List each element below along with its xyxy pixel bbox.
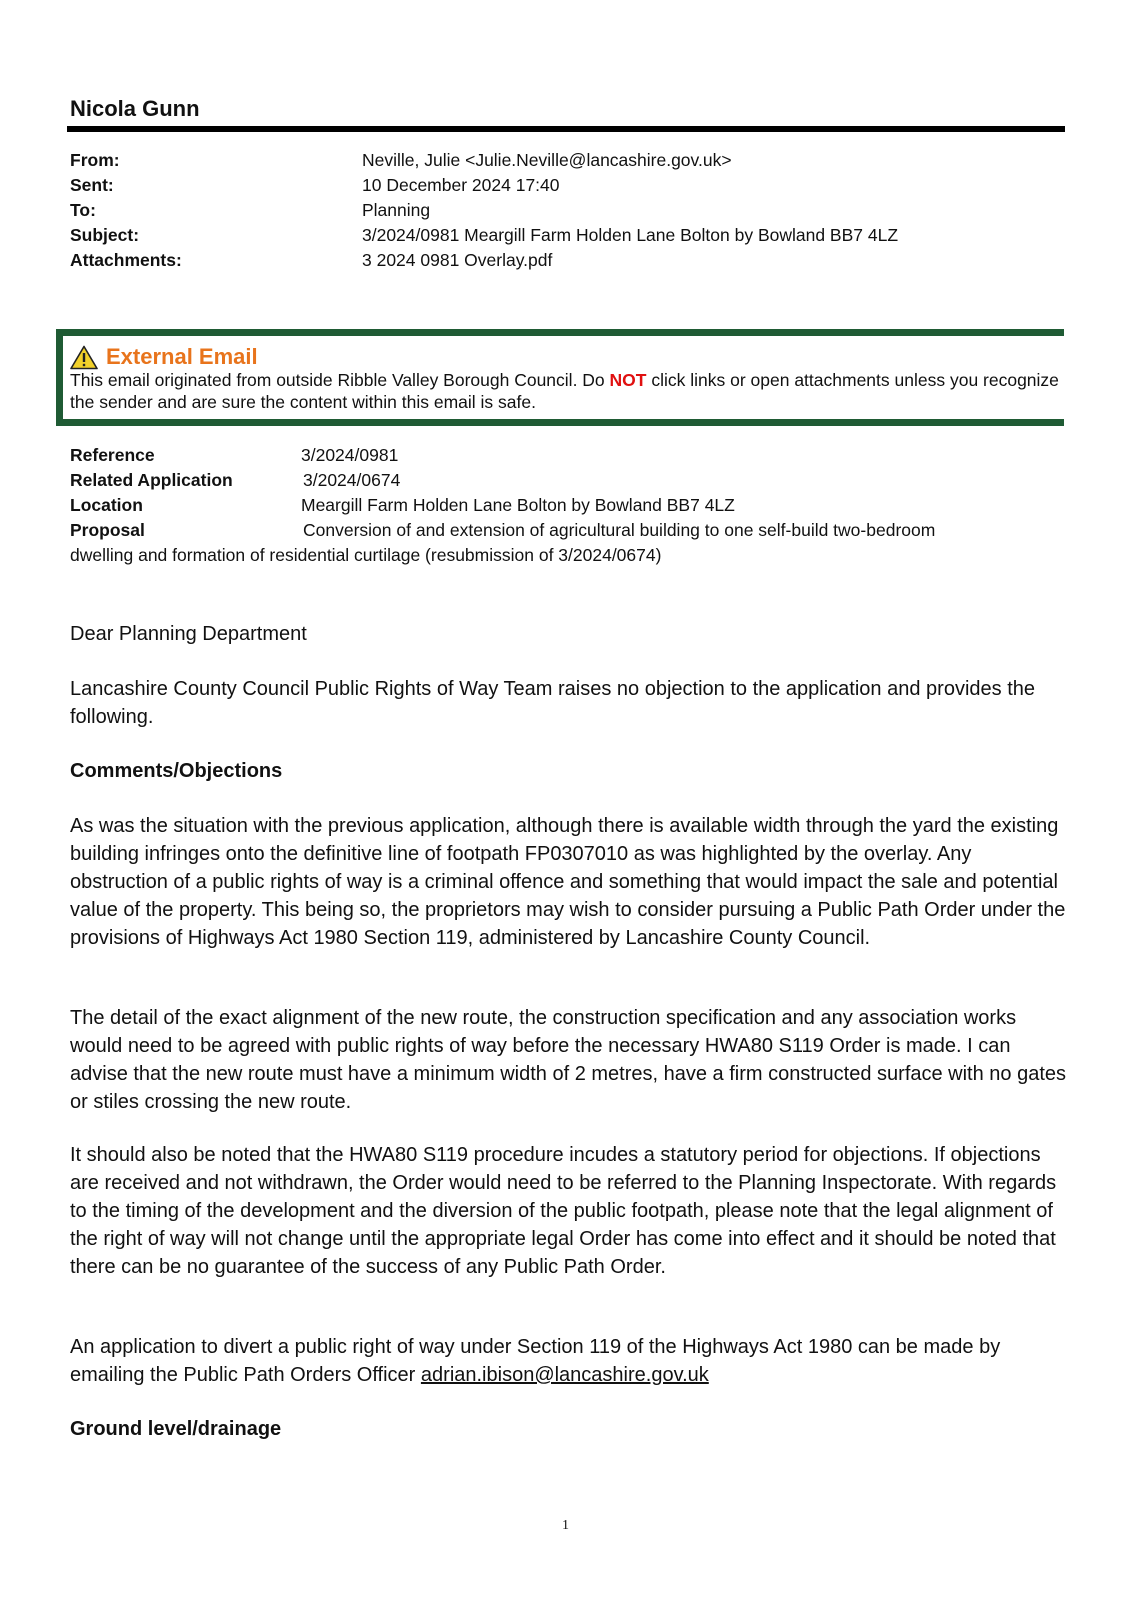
page-number: 1 xyxy=(562,1518,569,1533)
banner-text xyxy=(70,369,1060,413)
location-label: Location xyxy=(70,495,143,515)
reference-value: 3/2024/0981 xyxy=(301,445,399,465)
subject-value: 3/2024/0981 Meargill Farm Holden Lane Bolton by Bowland BB7 4LZ xyxy=(362,225,899,245)
paragraph-application xyxy=(70,1333,1070,1389)
related-application-label: Related Application xyxy=(70,470,233,490)
email-link[interactable]: adrian.ibison@lancashire.gov.uk xyxy=(420,1364,709,1386)
from-value: Neville, Julie <Julie.Neville@lancashire.gov.uk> xyxy=(362,150,732,170)
paragraph-procedure: It should also be noted that the HWA80 S119 procedure incudes a statutory period for objections. If objections are received and not withdrawn, the Order would need to be referred to the Planning Inspectorate. With regards to the timing of the development and the diversion of the public footpath, please note that the legal alignment of the right of way will not change until the appropriate legal Order has come into effect and it should be noted that there can be no guarantee of the success of any Public Path Order. xyxy=(70,1144,1057,1278)
proposal-value-continued: dwelling and formation of residential curtilage (resubmission of 3/2024/0674) xyxy=(70,545,662,565)
paragraph-route: The detail of the exact alignment of the new route, the construction specification and any association works would need to be agreed with public rights of way before the necessary HWA80 S119 Order is made. I can advise that the new route must have a minimum width of 2 metres, have a firm constructed surface with no gates or stiles crossing the new route. xyxy=(70,1007,1067,1113)
paragraph-footpath: As was the situation with the previous application, although there is available width through the yard the existing building infringes onto the definitive line of footpath FP0307010 as was highlighted by the overlay. Any obstruction of a public rights of way is a criminal offence and something that would impact the sale and potential value of the property. This being so, the proprietors may wish to consider pursuing a Public Path Order under the provisions of Highways Act 1980 Section 119, administered by Lancashire County Council. xyxy=(70,815,1066,949)
banner-text-end: click links or open attachments unless you recognize the sender and are sure the content within this email is safe. xyxy=(70,370,1059,412)
section-heading-ground: Ground level/drainage xyxy=(70,1418,282,1440)
banner-emphasis: NOT xyxy=(609,370,647,390)
application-text: An application to divert a public right of way under Section 119 of the Highways Act 1980 can be made by emailing the Public Path Orders Officer xyxy=(70,1336,1001,1386)
location-value: Meargill Farm Holden Lane Bolton by Bowland BB7 4LZ xyxy=(301,495,735,515)
title-divider xyxy=(67,126,1065,132)
section-heading-comments: Comments/Objections xyxy=(70,760,283,782)
greeting: Dear Planning Department xyxy=(70,623,307,645)
proposal-value: Conversion of and extension of agricultural building to one self-build two-bedroom xyxy=(303,520,936,540)
banner-title: External Email xyxy=(106,344,258,369)
banner-text-start: This email originated from outside Ribble Valley Borough Council. Do xyxy=(70,370,610,390)
intro-paragraph: Lancashire County Council Public Rights of Way Team raises no objection to the application and provides the following. xyxy=(70,678,1035,728)
related-application-value: 3/2024/0674 xyxy=(303,470,401,490)
warning-icon xyxy=(70,345,98,370)
subject-label: Subject: xyxy=(70,225,140,245)
attachments-label: Attachments: xyxy=(70,250,182,270)
sent-value: 10 December 2024 17:40 xyxy=(362,175,560,195)
attachment-file[interactable]: 3 2024 0981 Overlay.pdf xyxy=(362,250,553,270)
reference-label: Reference xyxy=(70,445,155,465)
to-label: To: xyxy=(70,200,96,220)
from-label: From: xyxy=(70,150,120,170)
to-value: Planning xyxy=(362,200,431,220)
proposal-label: Proposal xyxy=(70,520,145,540)
sent-label: Sent: xyxy=(70,175,114,195)
document-title: Nicola Gunn xyxy=(70,96,200,121)
banner-header xyxy=(70,344,258,370)
